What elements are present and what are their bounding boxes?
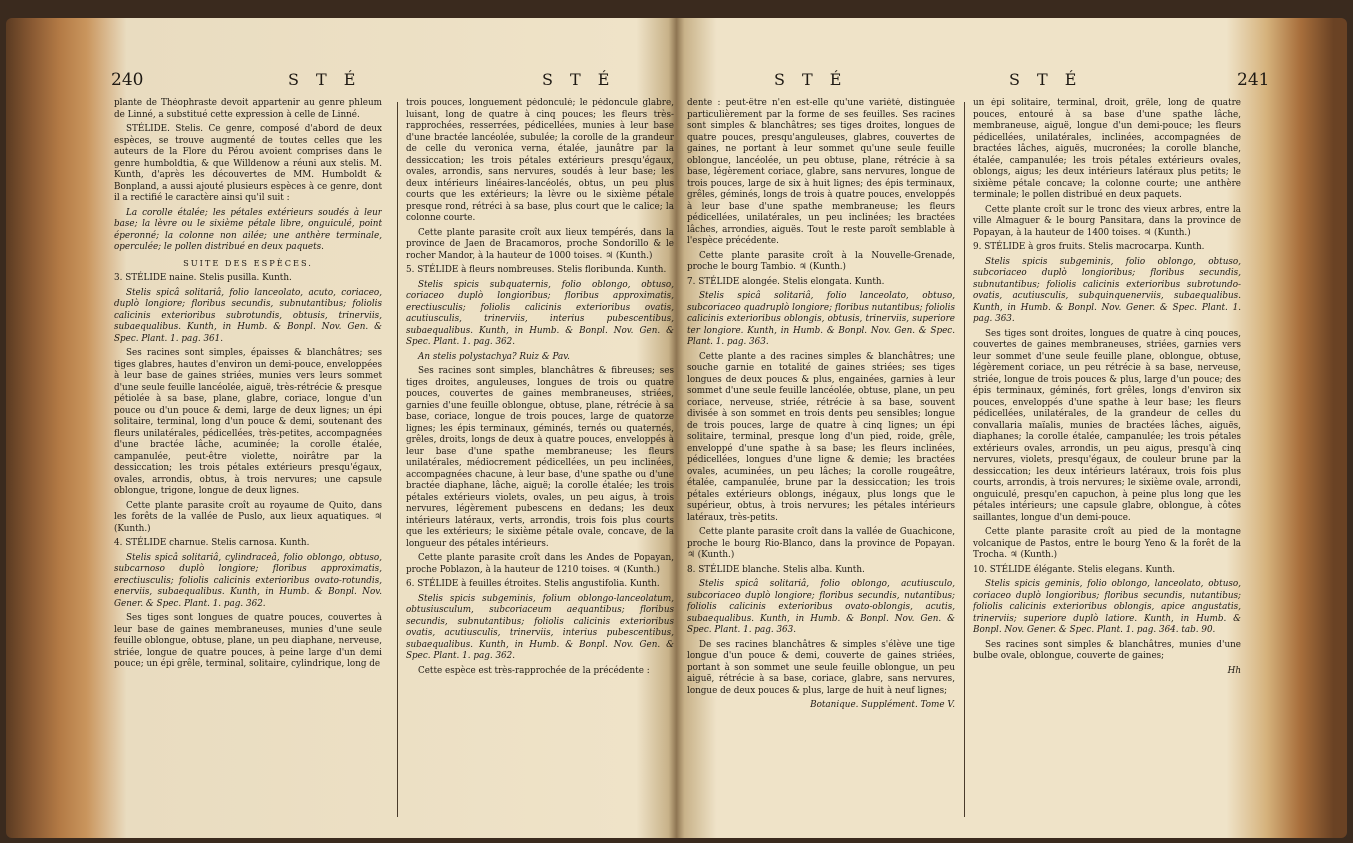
column-rule-left [397,102,398,817]
paragraph: Cette plante parasite croît au royaume de Quito, dans les forêts de la vallée de Puslo, aux lieux aquatiques. ♃ (Kunth.) [114,500,382,534]
paragraph: Cette plante parasite croît aux lieux tempérés, dans la province de Jaen de Bracamoros, proche Sondorillo & le rocher Mandor, à la hauteur de 1000 toises. ♃ (Kunth.) [406,227,674,261]
species-heading: 3. STÉLIDE naine. Stelis pusilla. Kunth. [114,273,292,283]
latin-diagnosis: La corolle étalée; les pétales extérieurs soudés à leur base; la lèvre ou le sixième pétale libre, onguiculé, point éperonné; la colonne non ailée; une anthère terminale, operculée; le pollen distribué en deux paquets. [114,207,382,252]
paragraph: Cette plante a des racines simples & blanchâtres; une souche garnie en totalité de gaines striées; ses tiges longues de deux pouces & plus, engainées, garnies à leur sommet d'une seule feuille lancéolée, obtuse, plane, un peu coriace, nerveuse, striée, rétrécie à sa base, souvent divisée à son sommet en trois dents peu sensibles; longue de trois pouces, large de quatre à cinq lignes; un épi solitaire, terminal, presque long d'un pied, roide, grêle, enveloppé d'une spathe à sa base; les fleurs inclinées, pédicellées, longues d'une ligne & demie; les bractées ovales, acuminées, un peu lâches; la corolle rougeâtre, étalée, campanulée, brune par la dessiccation; les trois pétales extérieurs oblongs, inégaux, plus longs que le supérieur, obtus, à trois nervures; les pétales intérieurs latéraux, très-petits. [687,351,955,523]
left-page-column-2 [406,98,674,828]
running-head-right [677,70,1347,94]
paragraph: STÉLIDE. Stelis. Ce genre, composé d'abord de deux espèces, se trouve augmenté de toutes celles que les auteurs de la Flore du Pérou avoient comprises dans le genre humboldtia, & que Willdenow a réuni aux stelis. M. Kunth, d'après les découvertes de MM. Humboldt & Bonpland, a aussi ajouté plusieurs espèces à ce genre, dont il a rectifié le caractère ainsi qu'il suit : [114,124,382,203]
running-head-title-right: S T É [1009,70,1083,89]
paragraph: Cette espèce est très-rapprochée de la précédente : [418,665,650,676]
latin-diagnosis: Stelis spicâ solitariâ, folio lanceolato, acuto, coriaceo, duplò longiore; floribus secundis, subnutantibus; foliolis calicinis exterioribus subrotundis, obtusis, trinerviis, subaequalibus. Kunth, in Humb. & Bonpl. Nov. Gen. & Spec. Plant. 1. pag. 361. [114,287,382,344]
running-head-title-left: S T É [288,70,362,89]
paragraph: Cette plante parasite croît au pied de la montagne volcanique de Pastos, entre le bourg Yeno & la forêt de la Trocha. ♃ (Kunth.) [973,527,1241,560]
latin-diagnosis: Stelis spicis geminis, folio oblongo, lanceolato, obtuso, coriaceo duplò longioribus; floribus secundis, nutantibus; foliolis calicinis exterioribus oblongis, apice angustatis, trinerviis; superiore duplò latiore. Kunth, in Humb. & Bonpl. Nov. Gener. & Spec. Plant. 1. pag. 364. tab. 90. [973,579,1241,635]
running-head-title-left-col2: S T É [542,70,616,89]
paragraph: trois pouces, longuement pédonculé; le pédoncule glabre, luisant, long de quatre à cinq pouces; les fleurs très-rapprochées, resserrées, pédicellées, munies à leur base d'une bractée lancéolée, subulée; la corolle de la grandeur de celle du veronica verna, étalée, jaunâtre par la dessiccation; les trois pétales extérieurs presqu'égaux, ovales, arrondis, sans nervures, soudés à leur base; les deux intérieurs linéaires-lancéolés, obtus, un peu plus courts que les extérieurs; la lèvre ou le sixième pétale presque rond, rétréci à sa base, plus court que le calice; la colonne courte. [406,98,674,223]
running-head-title-right-col1: S T É [774,70,848,89]
paragraph: plante de Théophraste devoit appartenir au genre phleum de Linné, a substitué cette expression à celle de Linné. [114,98,382,120]
species-heading: 4. STÉLIDE charnue. Stelis carnosa. Kunth. [114,538,310,548]
paragraph: Ses racines sont simples & blanchâtres, munies d'une bulbe ovale, oblongue, couverte de gaines; [973,639,1241,661]
paragraph: Cette plante parasite croît dans les Andes de Popayan, proche Poblazon, à la hauteur de 1210 toises. ♃ (Kunth.) [406,553,674,575]
paragraph: Ses tiges sont droites, longues de quatre à cinq pouces, couvertes de gaines membraneuses, striées, garnies vers leur sommet d'une seule feuille plane, oblongue, obtuse, légèrement coriace, un peu rétrécie à sa base, nerveuse, striée, longue de trois pouces & plus, large d'un pouce; des épis terminaux, géminés, fort grêles, longs d'environ six pouces, enveloppés d'une spathe à leur base; les fleurs pédicellées, unilatérales, de la grandeur de celles du convallaria maïalis, munies de bractées lâches, aiguës, diaphanes; la corolle étalée, campanulée; les trois pétales extérieurs ovales, arrondis, un peu aigus, presqu'à cinq nervures, violets, presqu'égaux, de couleur brune par la dessiccation; les deux intérieurs latéraux, trois fois plus courts, arrondis, à trois nervures; le sixième ovale, arrondi, onguiculé, presqu'en capuchon, à peine plus long que les pétales intérieurs; une capsule glabre, oblongue, à côtes saillantes, longue d'un demi-pouce. [973,328,1241,523]
latin-diagnosis: Stelis spicâ solitariâ, cylindraceâ, folio oblongo, obtuso, subcarnoso duplò longiore; floribus approximatis, erectiusculis; foliolis calicinis exterioribus ovato-rotundis, enerviis, subaequalibus. Kunth, in Humb. & Bonpl. Nov. Gener. & Spec. Plant. 1. pag. 362. [114,552,382,609]
page-number-left: 240 [111,70,144,90]
species-heading: 10. STÉLIDE élégante. Stelis elegans. Kunth. [973,564,1176,575]
paragraph: Cette plante parasite croît dans la vallée de Guachicone, proche le bourg Rio-Blanco, dans la province de Popayan. ♃ (Kunth.) [687,527,955,560]
species-heading: 5. STÉLIDE à fleurs nombreuses. Stelis floribunda. Kunth. [406,265,667,275]
latin-diagnosis: Stelis spicâ solitariâ, folio oblongo, acutiusculo, subcoriaceo duplò longiore; floribus secundis, nutantibus; foliolis calicinis exterioribus ovato-oblongis, acutis, subaequalibus. Kunth, in Humb. & Bonpl. Nov. Gen. & Spec. Plant. 1. pag. 363. [687,579,955,635]
left-page-column-1 [114,98,382,828]
column-rule-right [964,102,965,817]
right-page [677,18,1347,838]
paragraph: un épi solitaire, terminal, droit, grêle, long de quatre pouces, entouré à sa base d'une spathe lâche, membraneuse, aiguë, longue d'un demi-pouce; les fleurs pédicellées, unilatérales, inclinées, accompagnées de bractées lâches, aiguës, mucronées; la corolle blanche, étalée, campanulée; les trois pétales extérieurs ovales, oblongs, aigus; les deux intérieurs latéraux plus petits; le sixième pétale concave; la colonne courte; une anthère terminale; le pollen distribué en deux paquets. [973,98,1241,200]
species-heading: 8. STÉLIDE blanche. Stelis alba. Kunth. [687,564,865,575]
signature-line: Botanique. Supplément. Tome V. [810,700,955,710]
paragraph: De ses racines blanchâtres & simples s'élève une tige longue d'un pouce & demi, couverte de gaines striées, portant à son sommet une seule feuille oblongue, un peu aiguë, rétrécie à sa base, coriace, glabre, sans nervures, longue de deux pouces & plus, large de huit à neuf lignes; [687,639,955,696]
running-head-left [6,70,676,94]
latin-diagnosis: Stelis spicis subgeminis, folio oblongo, obtuso, subcoriaceo duplò longioribus; floribus secundis, subnutantibus; foliolis calicinis exterioribus subrotundo-ovatis, acutiusculis, subquinquenerviis, subaequalibus. Kunth, in Humb. & Bonpl. Nov. Gener. & Spec. Plant. 1. pag. 363. [973,256,1241,324]
latin-diagnosis: Stelis spicis subquaternis, folio oblongo, obtuso, coriaceo duplò longioribus; floribus approximatis, erectiusculis; foliolis calicinis exterioribus ovatis, acutiusculis, trinerviis, interius pubescentibus, subaequalibus. Kunth, in Humb. & Bonpl. Nov. Gen. & Spec. Plant. 1. pag. 362. [406,279,674,347]
paragraph: Cette plante parasite croît à la Nouvelle-Grenade, proche le bourg Tambio. ♃ (Kunth.) [687,250,955,272]
paragraph: Ses racines sont simples, blanchâtres & fibreuses; ses tiges droites, anguleuses, longues de trois ou quatre pouces, couvertes de gaines membraneuses, striées, garnies d'une feuille oblongue, obtuse, plane, rétrécie à sa base, coriace, longue de trois pouces, large de quatorze lignes; les épis terminaux, géminés, ternés ou quaternés, grêles, droits, longs de deux à quatre pouces, enveloppés à leur base d'une spathe membraneuse; les fleurs unilatérales, médiocrement pédicellées, un peu inclinées, accompagnées chacune, à leur base, d'une spathe ou d'une bractée diaphane, lâche, aiguë; la corolle étalée; les trois pétales extérieurs violets, ovales, un peu aigus, à trois nervures, légèrement pubescens en dedans; les deux intérieurs latéraux, verts, arrondis, trois fois plus courts que les extérieurs; le sixième pétale ovale, concave, de la longueur des pétales intérieurs. [406,366,674,549]
signature-line: Hh [1227,665,1241,676]
section-heading: SUITE DES ESPÈCES. [183,257,313,268]
latin-diagnosis: Stelis spicis subgeminis, folium oblongo-lanceolatum, obtusiusculum, subcoriaceum aequantibus; floribus secundis, subnutantibus; foliolis calicinis exterioribus ovatis, acutiusculis, trinerviis, interius pubescentibus, subaequalibus. Kunth, in Humb. & Bonpl. Nov. Gen. & Spec. Plant. 1. pag. 362. [406,593,674,661]
open-book [6,18,1347,838]
species-heading: 6. STÉLIDE à feuilles étroites. Stelis angustifolia. Kunth. [406,579,660,589]
paragraph: Ses racines sont simples, épaisses & blanchâtres; ses tiges glabres, hautes d'environ un demi-pouce, enveloppées à leur base de gaines striées, munies vers leurs sommet d'une seule feuille lancéolée, aiguë, très-rétrécie & presque pétiolée à sa base, plane, glabre, coriace, longue d'un pouce ou d'un pouce & demi, large de deux lignes; un épi solitaire, terminal, long d'un pouce & demi, soutenant des fleurs unilatérales, pédicellées, très-petites, accompagnées d'une bractée lâche, acuminée; la corolle étalée, campanulée, peut-être violette, noirâtre par la dessiccation; les trois pétales extérieurs presqu'égaux, ovales, arrondis, obtus, à trois nervures; une capsule oblongue, trigone, longue de deux lignes. [114,348,382,496]
species-heading: 7. STÉLIDE alongée. Stelis elongata. Kunth. [687,276,885,287]
page-number-right: 241 [1237,70,1270,90]
latin-diagnosis: An stelis polystachya? Ruiz & Pav. [418,351,570,362]
latin-diagnosis: Stelis spicâ solitariâ, folio lanceolato, obtuso, subcoriaceo quadruplò longiore; floribus nutantibus; foliolis calicinis exterioribus oblongis, obtusis, trinerviis, superiore ter longiore. Kunth, in Humb. & Bonpl. Nov. Gen. & Spec. Plant. 1. pag. 363. [687,291,955,347]
right-page-column-1 [687,98,955,828]
left-page [6,18,676,838]
right-page-column-2 [973,98,1241,828]
paragraph: Cette plante croît sur le tronc des vieux arbres, entre la ville Almaguer & le bourg Pansitara, dans la province de Popayan, à la hauteur de 1400 toises. ♃ (Kunth.) [973,204,1241,238]
paragraph: dente : peut-être n'en est-elle qu'une variété, distinguée particulièrement par la forme de ses feuilles. Ses racines sont simples & blanchâtres; ses tiges droites, longues de quatre pouces, presqu'anguleuses, glabres, couvertes de gaines, ne portant à leur sommet qu'une seule feuille oblongue, lancéolée, un peu obtuse, plane, rétrécie à sa base, légèrement coriace, glabre, sans nervures, longue de trois pouces, large de six à huit lignes; des épis terminaux, grêles, géminés, longs de trois à quatre pouces, enveloppés à leur base d'une spathe membraneuse; les fleurs pédicellées, unilatérales, un peu inclinées; les bractées lâches, arrondies, aiguës. Tout le reste paroît semblable à l'espèce précédente. [687,98,955,246]
species-heading: 9. STÉLIDE à gros fruits. Stelis macrocarpa. Kunth. [973,242,1205,252]
paragraph: Ses tiges sont longues de quatre pouces, couvertes à leur base de gaines membraneuses, munies d'une seule feuille oblongue, obtuse, plane, un peu diaphane, nerveuse, striée, longue de quatre pouces, à peine large d'un demi pouce; un épi grêle, terminal, solitaire, cylindrique, long de [114,613,382,669]
